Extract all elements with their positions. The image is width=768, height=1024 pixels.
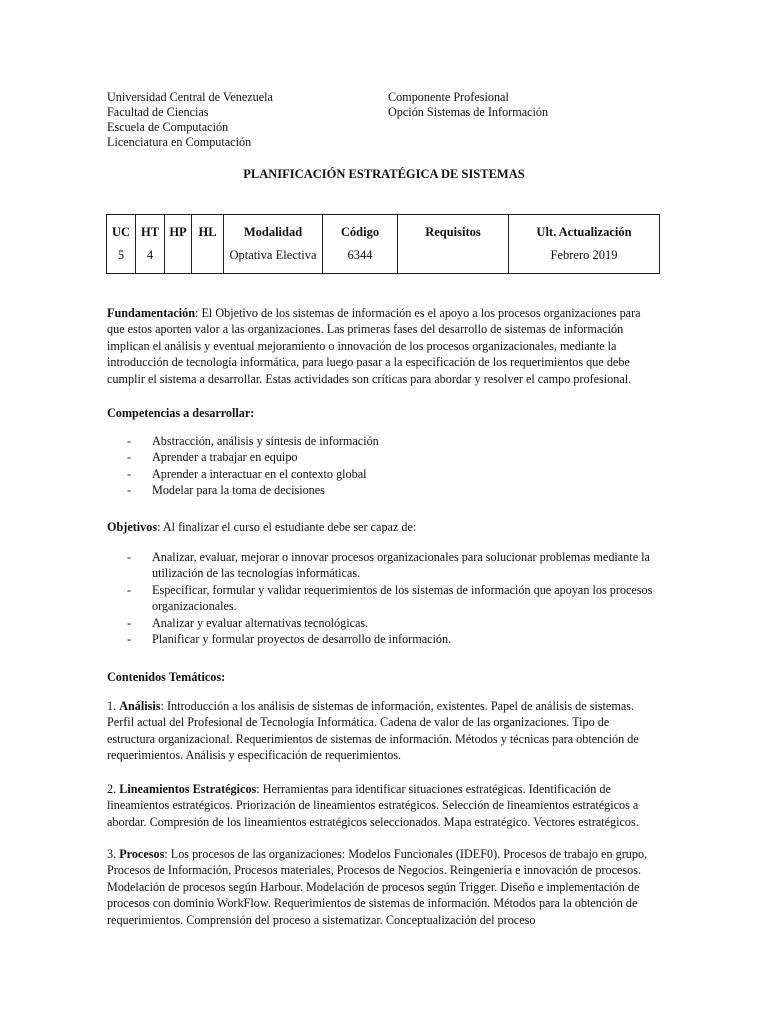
table-cell xyxy=(398,247,509,274)
table-cell: 4 xyxy=(136,247,165,274)
fundamentacion-section xyxy=(107,305,657,387)
competencias-list-block xyxy=(107,433,657,499)
contenido-item-3 xyxy=(107,846,657,928)
fundamentacion-text: : El Objetivo de los sistemas de información es el apoyo a los procesos organizaciones para que estos aporten valor a las organizaciones. Las primeras fases del desarrollo de sistemas de información implican el análisis y eventual mejoramiento o innovación de los procesos organizacionales, mediante la introducción de tecnología informática, para luego pasar a la especificación de los requerimientos que debe cumplir el sistema a desarrollar. Estas actividades son críticas para abordar y resolver el campo profesional. xyxy=(107,306,641,386)
list-item: - Aprender a interactuar en el contexto global xyxy=(107,466,657,482)
contenidos-heading-text: Contenidos Temáticos: xyxy=(107,670,226,684)
fundamentacion-label: Fundamentación xyxy=(107,306,196,320)
competencias-list xyxy=(107,433,657,499)
table-cell: Optativa Electiva xyxy=(224,247,323,274)
objetivos-section xyxy=(107,519,657,535)
list-item: - Analizar y evaluar alternativas tecnológicas. xyxy=(107,615,657,631)
objetivos-label: Objetivos xyxy=(107,520,158,534)
contenido-item-2 xyxy=(107,781,657,830)
contenidos-heading xyxy=(107,669,657,685)
header-component: Componente Profesional xyxy=(388,90,509,104)
contenido-item-1 xyxy=(107,698,657,764)
contenido-paragraph xyxy=(107,846,657,928)
objetivos-intro xyxy=(107,519,657,535)
table-header-cell: HL xyxy=(192,215,224,248)
header-faculty: Facultad de Ciencias xyxy=(107,105,209,119)
header-university: Universidad Central de Venezuela xyxy=(107,90,273,104)
table-header-cell: HT xyxy=(136,215,165,248)
contenido-number: 1. xyxy=(107,699,120,713)
table-cell: Febrero 2019 xyxy=(509,247,660,274)
table-header-cell: UC xyxy=(107,215,136,248)
table-header-cell: HP xyxy=(165,215,192,248)
fundamentacion-paragraph xyxy=(107,305,657,387)
header-institution-block xyxy=(107,90,273,150)
competencias-heading xyxy=(107,405,657,421)
contenido-number: 2. xyxy=(107,782,120,796)
list-item: - Especificar, formular y validar requerimientos de los sistemas de información que apoyan los procesos organizacionales. xyxy=(107,582,657,615)
table-cell xyxy=(165,247,192,274)
table-header-cell: Modalidad xyxy=(224,215,323,248)
contenido-paragraph xyxy=(107,698,657,764)
contenido-paragraph xyxy=(107,781,657,830)
table-cell: 6344 xyxy=(323,247,398,274)
table-header-cell: Ult. Actualización xyxy=(509,215,660,248)
table-header-cell: Requisitos xyxy=(398,215,509,248)
competencias-heading-text: Competencias a desarrollar: xyxy=(107,406,255,420)
contenido-label: Procesos xyxy=(119,847,165,861)
header-component-block xyxy=(388,90,548,120)
header-degree: Licenciatura en Computación xyxy=(107,135,252,149)
list-item: - Planificar y formular proyectos de desarrollo de información. xyxy=(107,631,657,647)
contenido-text: : Introducción a los análisis de sistemas de información, existentes. Papel de análisis de sistemas. Perfil actual del Profesional de Tecnología Informática. Cadena de valor de las organizaciones. Tipo de estructura organizacional. Requerimientos de sistemas de información. Métodos y técnicas para obtención de requerimientos. Análisis y especificación de requerimientos. xyxy=(107,699,639,763)
contenido-label: Lineamientos Estratégicos xyxy=(119,782,257,796)
contenidos-heading-block xyxy=(107,669,657,685)
table-row xyxy=(107,247,660,274)
list-item: - Analizar, evaluar, mejorar o innovar procesos organizacionales para solucionar problemas mediante la utilización de las tecnologías informáticas. xyxy=(107,549,657,582)
competencias-heading-block xyxy=(107,405,657,421)
contenido-label: Análisis xyxy=(119,699,161,713)
objetivos-list xyxy=(107,549,657,647)
header-school: Escuela de Computación xyxy=(107,120,229,134)
list-item: - Modelar para la toma de decisiones xyxy=(107,482,657,498)
table-header-cell: Código xyxy=(323,215,398,248)
table-cell xyxy=(192,247,224,274)
contenido-text: : Herramientas para identificar situaciones estratégicas. Identificación de lineamientos estratégicos. Priorización de lineamientos estratégicos. Selección de lineamientos estratégicos a abordar. Compresión de los lineamientos estratégicos seleccionados. Mapa estratégico. Vectores estratégicos. xyxy=(107,782,639,829)
objetivos-text: : Al finalizar el curso el estudiante debe ser capaz de: xyxy=(157,520,417,534)
list-item: - Aprender a trabajar en equipo xyxy=(107,449,657,465)
table-cell: 5 xyxy=(107,247,136,274)
contenido-number: 3. xyxy=(107,847,120,861)
header-option: Opción Sistemas de Información xyxy=(388,105,549,119)
objetivos-list-block xyxy=(107,549,657,647)
course-info-table xyxy=(106,214,660,274)
table-header-row xyxy=(107,215,660,248)
list-item: - Abstracción, análisis y síntesis de información xyxy=(107,433,657,449)
contenido-text: : Los procesos de las organizaciones: Modelos Funcionales (IDEF0). Procesos de trabajo en grupo, Procesos de Información, Procesos materiales, Procesos de Negocios. Reingeniería e innovación de procesos. Modelación de procesos según Harbour. Modelación de procesos según Trigger. Diseño e implementación de procesos con dominio WorkFlow. Requerimientos de sistemas de información. Métodos para la obtención de requerimientos. Comprensión del proceso a sistematizar. Conceptualización del proceso xyxy=(107,847,648,927)
document-title: PLANIFICACIÓN ESTRATÉGICA DE SISTEMAS xyxy=(243,167,525,181)
